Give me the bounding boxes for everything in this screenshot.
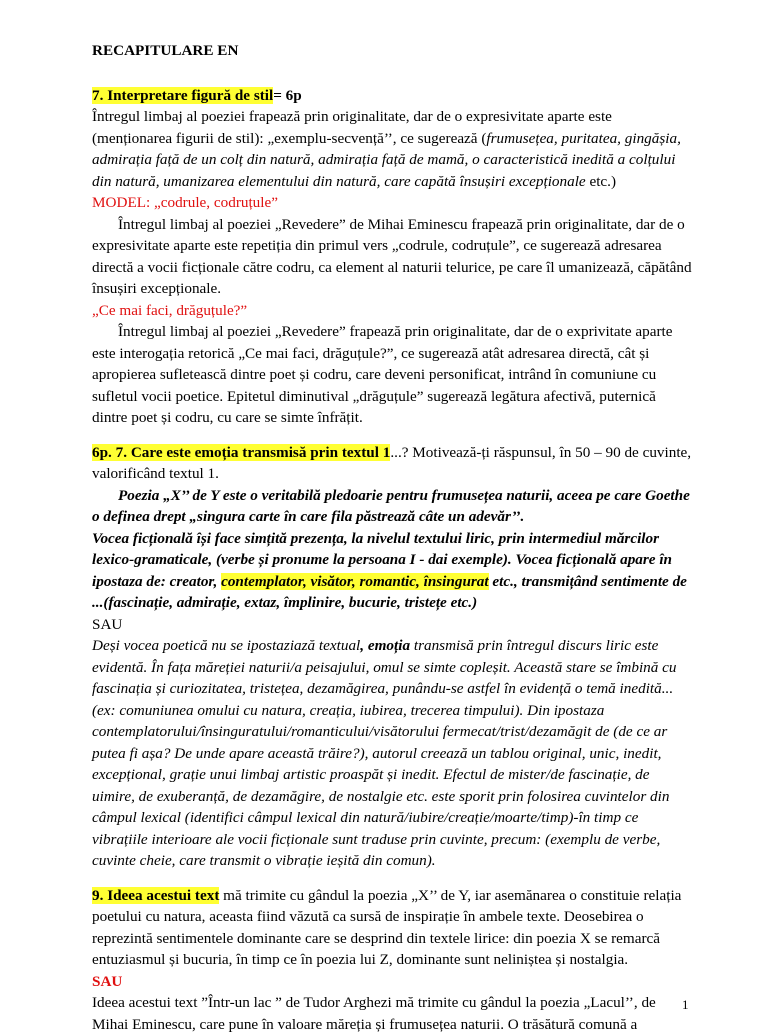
model-text: Întregul limbaj al poeziei „Revedere” de Mihai Eminescu frapează prin originalitate, dar de o expresivitate aparte este repetiția din primul vers „codrule, codruțule”, ce sugerează adresarea directă a vocii ficționale către codru, ca element al naturii telurice, pe care îl umanizează, căpătând însușiri excepționale. (92, 215, 692, 297)
section-6-heading-line (92, 442, 692, 485)
emotion-bold-2a: Vocea ficțională își face simțită prezența, la nivelul textului liric, prin intermediul mărcilor lexico-gramaticale, (verbe și pronume la persoana I - dai exemple). Vocea ficțională apare în ipostaza de: creator, (92, 529, 673, 590)
section-6-rest: ...? Motivează-ți răspunsul, în 50 – 90 de cuvinte, valorificând textul 1. (92, 443, 692, 482)
section-7-points: = 6p (273, 86, 302, 104)
page-number: 1 (682, 997, 689, 1012)
section-7-intro (92, 106, 692, 192)
alt-b: , emoția (360, 637, 411, 654)
section-9-text (92, 885, 692, 971)
section-6-heading: 6p. 7. Care este emoția transmisă prin textul 1 (92, 443, 391, 461)
page-title: RECAPITULARE EN (92, 42, 239, 59)
section-9-heading: 9. Ideea acestui text (92, 886, 220, 904)
model-label: MODEL: „codrule, codruțule” (92, 194, 278, 211)
sau-label-2: SAU (92, 972, 123, 990)
intro-text: Întregul limbaj al poeziei frapează prin originalitate, dar de o expresivitate aparte este (menționarea figurii de stil): „exemplu-secvență’’, ce sugerează ( (92, 108, 612, 147)
section-7-heading: 7. Interpretare figură de stil (92, 86, 274, 104)
alt-c: transmisă prin întregul discurs liric este evidentă. În fața măreției naturii/a peisajului, omul se simte copleșit. Această stare se îmbină cu fascinația și curiozitatea, tristețea, dezamăgirea, punându-se astfel în evidență o temă inedită...(ex: comuniunea omului cu natura, creația, iubirea, trecerea timpului). Din ipostaza contemplatorului/însinguratului/romanticului/visătorului fermecat/trist/dezamăgit de (de ce ar putea fi așa? De unde apare această trăire?), autorul creează un tablou original, unic, inedit, excepțional, grație unui limbaj artistic proaspăt și inedit. Efectul de mister/de fascinație, de uimire, de exuberanță, de dezamăgire, de nostalgie etc. este sporit prin folosirea cuvintelor din câmpul lexical (identifici câmpul lexical din natură/iubire/creație/moarte/timp)-în timp ce vibrațiile interioare ale vocii ficționale sunt traduse prin cuvinte, precum: (exemplu de verbe, cuvinte cheie, care transmit o vibrație ieșită din comun). (92, 637, 677, 869)
document-page (92, 40, 692, 1035)
emotion-bold-1: Poezia „X’’ de Y este o veritabilă pledoarie pentru frumusețea naturii, aceea pe care Goethe o definea drept „singura carte în care fila păstrează câte un adevăr’’. (92, 486, 690, 525)
emotion-highlight: contemplator, visător, romantic, însingurat (221, 572, 489, 590)
emotion-bold-2 (92, 528, 692, 614)
question-label: „Ce mai faci, drăguțule?” (92, 301, 248, 319)
question-text: Întregul limbaj al poeziei „Revedere” frapează prin originalitate, dar de o exprivitate aparte este interogația retorică „Ce mai faci, drăguțule?”, ce sugerează atât adresarea directă, cât și apropierea sufletească dintre poet și codru, care deveni personificat, intrând în comuniune cu sufletul vocii poetice. Epitetul diminutival „drăguțule” sugerează legătura afectivă, puternică dintre poet și codru, cu care se simte înfrățit. (92, 323, 673, 426)
intro-italic: frumusețea, puritatea, gingășia, admirația față de un colț din natură, admirația față de mamă, o caracteristică inedită a colțului din natură, umanizarea elementului din natură, care capătă însușiri excepționale (92, 129, 681, 190)
intro-end: etc.) (585, 172, 617, 190)
section-9-text2: Ideea acestui text ”Într-un lac ” de Tudor Arghezi mă trimite cu gândul la poezia „Lacul’’, de Mihai Eminescu, care pune în valoare măreția și frumusețea naturii. O trăsătură comună a (92, 994, 656, 1033)
emotion-bold-2b: etc., transmițând sentimente de ...(fascinație, admirație, extaz, împlinire, bucurie, tristețe etc.) (92, 572, 687, 611)
sau-label: SAU (92, 615, 123, 633)
alt-a: Deși vocea poetică nu se ipostaziază textual (92, 637, 361, 654)
section-9-body: mă trimite cu gândul la poezia „X’’ de Y, iar asemănarea o constituie relația poetului cu natura, aceasta fiind văzută ca sursă de inspirație în ambele texte. Deosebirea o reprezintă sentimentele dominante care se desprind din textele lirice: din poezia X se remarcă entuziasmul și bucuria, în timp ce în poezia lui Z, dominante sunt neliniștea și nostalgia. (92, 886, 682, 968)
emotion-alt-text (92, 635, 692, 872)
section-7-heading-line (92, 85, 692, 107)
